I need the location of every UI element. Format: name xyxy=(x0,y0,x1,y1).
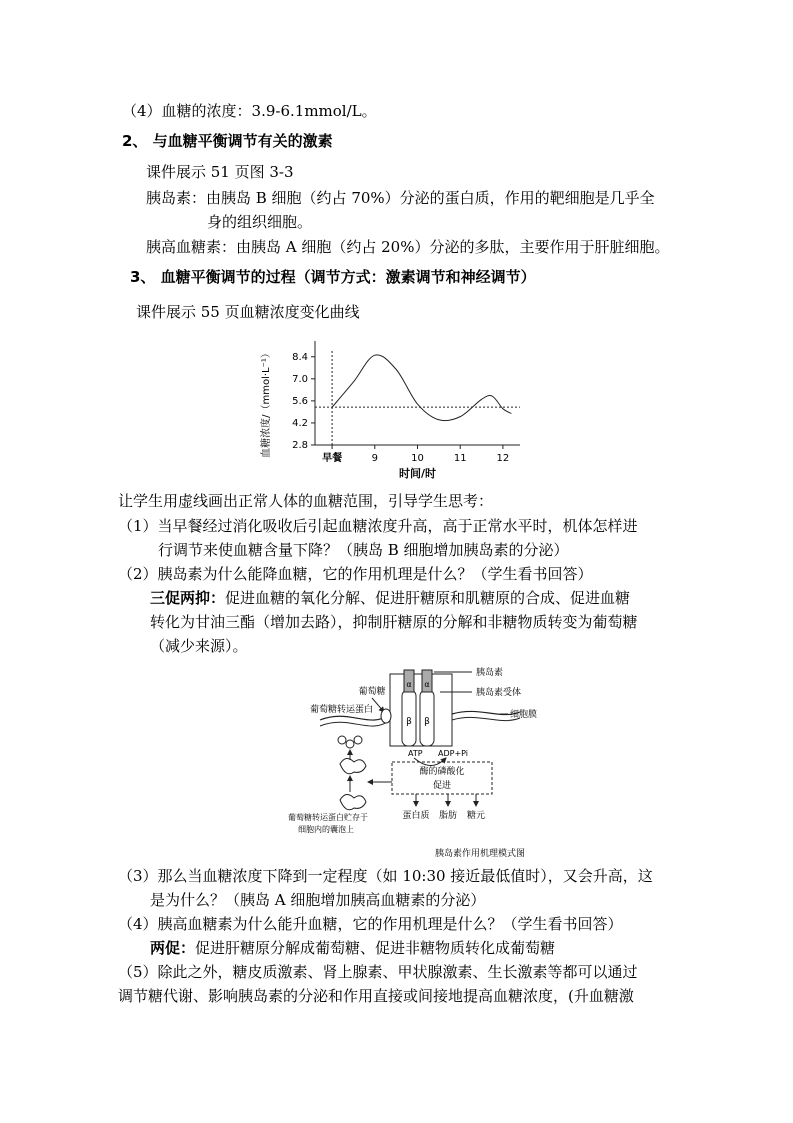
alpha-label-1: α xyxy=(406,680,412,689)
y-tick-label: 7.0 xyxy=(292,373,308,385)
line-students-draw: 让学生用虚线画出正常人体的血糖范围，引导学生思考： xyxy=(118,492,494,510)
line-insulin-def: 胰岛素：由胰岛 B 细胞（约占 70%）分泌的蛋白质，作用的靶细胞是几乎全 xyxy=(146,189,655,207)
transporter-in-membrane xyxy=(381,709,391,723)
x-tick-label: 11 xyxy=(453,453,467,464)
question-1-cont: 行调节来使血糖含量下降？（胰岛 B 细胞增加胰岛素的分泌） xyxy=(158,541,569,559)
x-tick-label: 10 xyxy=(411,453,424,464)
figure-caption: 胰岛素作用机理模式图 xyxy=(434,849,526,859)
fat-label: 脂肪 xyxy=(438,811,458,821)
insulin-mechanism-figure xyxy=(280,664,660,864)
alpha-label-2: α xyxy=(424,680,430,689)
transporter-label: 葡萄糖转运蛋白 xyxy=(310,705,374,715)
line-insulin-def-cont: 身的组织细胞。 xyxy=(207,213,313,231)
glucose-label: 葡萄糖 xyxy=(358,687,386,697)
y-tick-label: 5.6 xyxy=(292,395,308,407)
insulin-label: 胰岛素 xyxy=(476,668,504,678)
line-blood-glucose-range: （4）血糖的浓度：3.9-6.1mmol/L。 xyxy=(122,102,377,120)
answer-4-text: 促进肝糖原分解成葡萄糖、促进非糖物质转化成葡萄糖 xyxy=(195,939,556,957)
vesicle-label-1: 葡萄糖转运蛋白贮存于 xyxy=(288,813,368,822)
line-courseware-55: 课件展示 55 页血糖浓度变化曲线 xyxy=(136,303,360,321)
line-glucagon-def: 胰高血糖素：由胰岛 A 细胞（约占 20%）分泌的多肽，主要作用于肝脏细胞。 xyxy=(146,238,670,256)
section-heading-3: 3、 血糖平衡调节的过程（调节方式：激素调节和神经调节） xyxy=(130,268,536,286)
answer-2-lead: 三促两抑： xyxy=(150,589,226,607)
x-tick-label: 早餐 xyxy=(322,453,343,464)
x-tick-label: 12 xyxy=(496,453,510,464)
protein-label: 蛋白质 xyxy=(402,811,430,821)
question-1: （1）当早餐经过消化吸收后引起血糖浓度升高，高于正常水平时，机体怎样进 xyxy=(118,517,638,535)
blood-glucose-curve xyxy=(332,355,511,421)
beta-label-1: β xyxy=(406,717,412,727)
y-tick-label: 8.4 xyxy=(292,351,308,363)
y-axis-label: 血糖浓度/（mmol·L⁻¹） xyxy=(261,348,272,458)
vesicle-bottom xyxy=(340,794,366,809)
y-tick-label: 4.2 xyxy=(292,417,308,429)
x-tick-label: 9 xyxy=(371,453,378,464)
adp-label: ADP+Pi xyxy=(438,749,469,758)
answer-4 xyxy=(150,938,555,958)
question-2: （2）胰岛素为什么能降血糖，它的作用机理是什么？（学生看书回答） xyxy=(118,565,593,583)
question-5: （5）除此之外，糖皮质激素、肾上腺素、甲状腺激素、生长激素等都可以通过 xyxy=(118,963,638,981)
x-axis-label: 时间/时 xyxy=(398,467,437,480)
section-heading-2: 2、 与血糖平衡调节有关的激素 xyxy=(122,132,333,150)
blood-glucose-chart xyxy=(255,333,525,483)
answer-4-lead: 两促： xyxy=(150,939,196,957)
question-5-cont: 调节糖代谢、影响胰岛素的分泌和作用直接或间接地提高血糖浓度，(升血糖激 xyxy=(118,987,634,1005)
question-3-cont: 是为什么？（胰岛 A 细胞增加胰高血糖素的分泌） xyxy=(150,891,486,909)
receptor-label: 胰岛素受体 xyxy=(476,688,522,698)
membrane-label: 细胞膜 xyxy=(510,710,538,720)
answer-2-line1 xyxy=(150,588,630,608)
answer-2-line3: （减少来源）。 xyxy=(150,637,248,655)
vesicle-label-2: 细胞内的囊泡上 xyxy=(298,825,354,834)
answer-2-line2: 转化为甘油三酯（增加去路），抑制肝糖原的分解和非糖物质转变为葡萄糖 xyxy=(150,613,638,631)
atp-label: ATP xyxy=(408,749,423,758)
answer-2-text: 促进血糖的氧化分解、促进肝糖原和肌糖原的合成、促进血糖 xyxy=(225,589,631,607)
beta-label-2: β xyxy=(424,717,430,727)
phosphorylation-label: 酶的磷酸化 xyxy=(419,767,465,777)
vesicle-top xyxy=(340,758,366,773)
line-courseware-51: 课件展示 51 页图 3-3 xyxy=(146,163,294,181)
y-tick-label: 2.8 xyxy=(292,440,308,451)
question-4: （4）胰高血糖素为什么能升血糖，它的作用机理是什么？（学生看书回答） xyxy=(118,915,623,933)
question-3: （3）那么当血糖浓度下降到一定程度（如 10:30 接近最低值时），又会升高，这 xyxy=(118,867,653,885)
glycogen-label: 糖元 xyxy=(466,811,486,821)
promote-label: 促进 xyxy=(432,781,452,791)
